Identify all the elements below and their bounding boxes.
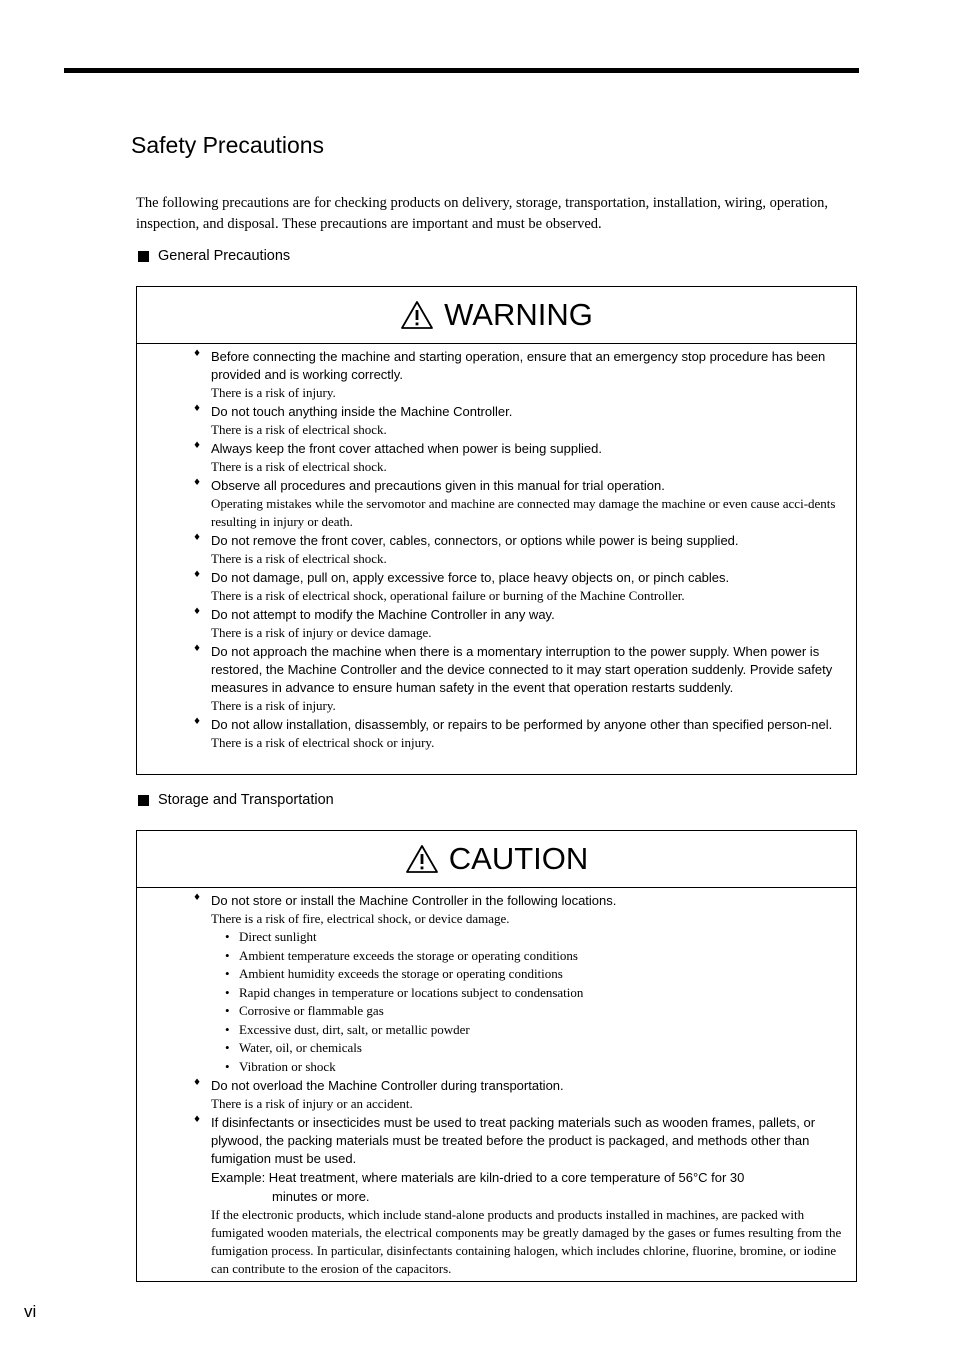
item-text: Do not store or install the Machine Controller in the following locations. [211, 893, 617, 908]
item-note: There is a risk of injury or device damage. [211, 625, 432, 640]
square-bullet-icon [138, 795, 149, 806]
item-note: There is a risk of fire, electrical shock, or device damage. [211, 911, 510, 926]
sub-list-item: • Corrosive or flammable gas [225, 1002, 846, 1021]
diamond-bullet-icon: ♦ [193, 404, 202, 414]
diamond-bullet-icon: ♦ [193, 644, 202, 654]
item-note: There is a risk of electrical shock. [211, 459, 387, 474]
item-text: Do not touch anything inside the Machine Controller. [211, 404, 513, 419]
diamond-bullet-icon: ♦ [193, 349, 202, 359]
item-note: Operating mistakes while the servomotor and machine are connected may damage the machine or even cause acci-dents resulting in injury or death. [211, 496, 836, 529]
sub-list-item: • Rapid changes in temperature or locations subject to condensation [225, 984, 846, 1003]
item-note: There is a risk of injury. [211, 385, 336, 400]
warning-list [137, 344, 856, 752]
list-item [193, 1077, 846, 1113]
section-heading-general [138, 248, 290, 264]
sub-list-item: • Ambient temperature exceeds the storage or operating conditions [225, 947, 846, 966]
section-heading-storage [138, 792, 334, 808]
warning-triangle-icon [400, 300, 434, 330]
list-item [193, 477, 846, 531]
list-item [193, 606, 846, 642]
warning-box [136, 286, 857, 775]
caution-list [137, 888, 856, 1278]
item-text: If disinfectants or insecticides must be used to treat packing materials such as wooden frames, pallets, or plywood, the packing materials must be treated before the product is packaged, and methods other than fumigation must be used. [211, 1115, 816, 1166]
section-heading-label: Storage and Transportation [158, 792, 334, 808]
diamond-bullet-icon: ♦ [193, 717, 202, 727]
sub-list-item: • Vibration or shock [225, 1058, 846, 1077]
sub-list-item: • Direct sunlight [225, 928, 846, 947]
section-heading-label: General Precautions [158, 248, 291, 264]
sub-list-item: • Ambient humidity exceeds the storage or operating conditions [225, 965, 846, 984]
item-note: There is a risk of electrical shock. [211, 422, 387, 437]
sub-list-item: • Water, oil, or chemicals [225, 1039, 846, 1058]
item-note: If the electronic products, which include stand-alone products and products installed in machines, are packed with fumigated wooden materials, the electrical components may be greatly damaged by the gases or fumes resulting from the fumigation process. In particular, disinfectants containing halogen, which includes chlorine, fluorine, bromine, or iodine can contribute to the erosion of the capacitors. [211, 1207, 842, 1276]
diamond-bullet-icon: ♦ [193, 1078, 202, 1088]
list-item [193, 348, 846, 402]
example-text: Example: Heat treatment, where materials are kiln-dried to a core temperature of 56°C for 30 [211, 1170, 745, 1185]
diamond-bullet-icon: ♦ [193, 1115, 202, 1125]
item-text: Do not allow installation, disassembly, or repairs to be performed by anyone other than specified person-nel. [211, 717, 833, 732]
item-note: There is a risk of electrical shock, operational failure or burning of the Machine Controller. [211, 588, 685, 603]
list-item [193, 440, 846, 476]
item-text: Do not damage, pull on, apply excessive force to, place heavy objects on, or pinch cables. [211, 570, 730, 585]
diamond-bullet-icon: ♦ [193, 441, 202, 451]
diamond-bullet-icon: ♦ [193, 478, 202, 488]
item-text: Do not approach the machine when there is a momentary interruption to the power supply. When power is restored, the Machine Controller and the device connected to it may start operation suddenly. Provide safety measures in advance to ensure human safety in the event that operation restarts suddenly. [211, 644, 833, 695]
diamond-bullet-icon: ♦ [193, 570, 202, 580]
list-item [193, 1114, 846, 1278]
list-item [193, 643, 846, 715]
square-bullet-icon [138, 251, 149, 262]
caution-header [137, 831, 856, 888]
diamond-bullet-icon: ♦ [193, 607, 202, 617]
item-note: There is a risk of injury or an accident. [211, 1096, 413, 1111]
intro-paragraph: The following precautions are for checking products on delivery, storage, transportation, installation, wiring, operation, inspection, and disposal. These precautions are important and must be observed. [136, 195, 829, 232]
warning-header [137, 287, 856, 344]
page-title: Safety Precautions [131, 132, 325, 158]
list-item [193, 532, 846, 568]
item-note: There is a risk of injury. [211, 698, 336, 713]
sub-list-item: • Excessive dust, dirt, salt, or metallic powder [225, 1021, 846, 1040]
diamond-bullet-icon: ♦ [193, 893, 202, 903]
caution-title: CAUTION [448, 841, 589, 876]
item-text: Do not overload the Machine Controller during transportation. [211, 1078, 564, 1093]
warning-triangle-icon [405, 844, 439, 874]
top-rule [64, 68, 859, 73]
list-item [193, 716, 846, 752]
item-text: Do not remove the front cover, cables, connectors, or options while power is being supplied. [211, 533, 739, 548]
item-text: Observe all procedures and precautions given in this manual for trial operation. [211, 478, 665, 493]
item-text: Before connecting the machine and starting operation, ensure that an emergency stop procedure has been provided and is working correctly. [211, 349, 826, 382]
list-item [193, 569, 846, 605]
list-item [193, 892, 846, 1076]
page-number: vi [24, 1302, 37, 1321]
diamond-bullet-icon: ♦ [193, 533, 202, 543]
warning-title: WARNING [444, 297, 593, 332]
list-item [193, 403, 846, 439]
item-text: Always keep the front cover attached when power is being supplied. [211, 441, 602, 456]
example-text-continued: minutes or more. [272, 1189, 370, 1204]
item-note: There is a risk of electrical shock. [211, 551, 387, 566]
caution-box [136, 830, 857, 1282]
location-sublist [211, 928, 846, 1076]
item-note: There is a risk of electrical shock or injury. [211, 735, 435, 750]
item-text: Do not attempt to modify the Machine Controller in any way. [211, 607, 555, 622]
